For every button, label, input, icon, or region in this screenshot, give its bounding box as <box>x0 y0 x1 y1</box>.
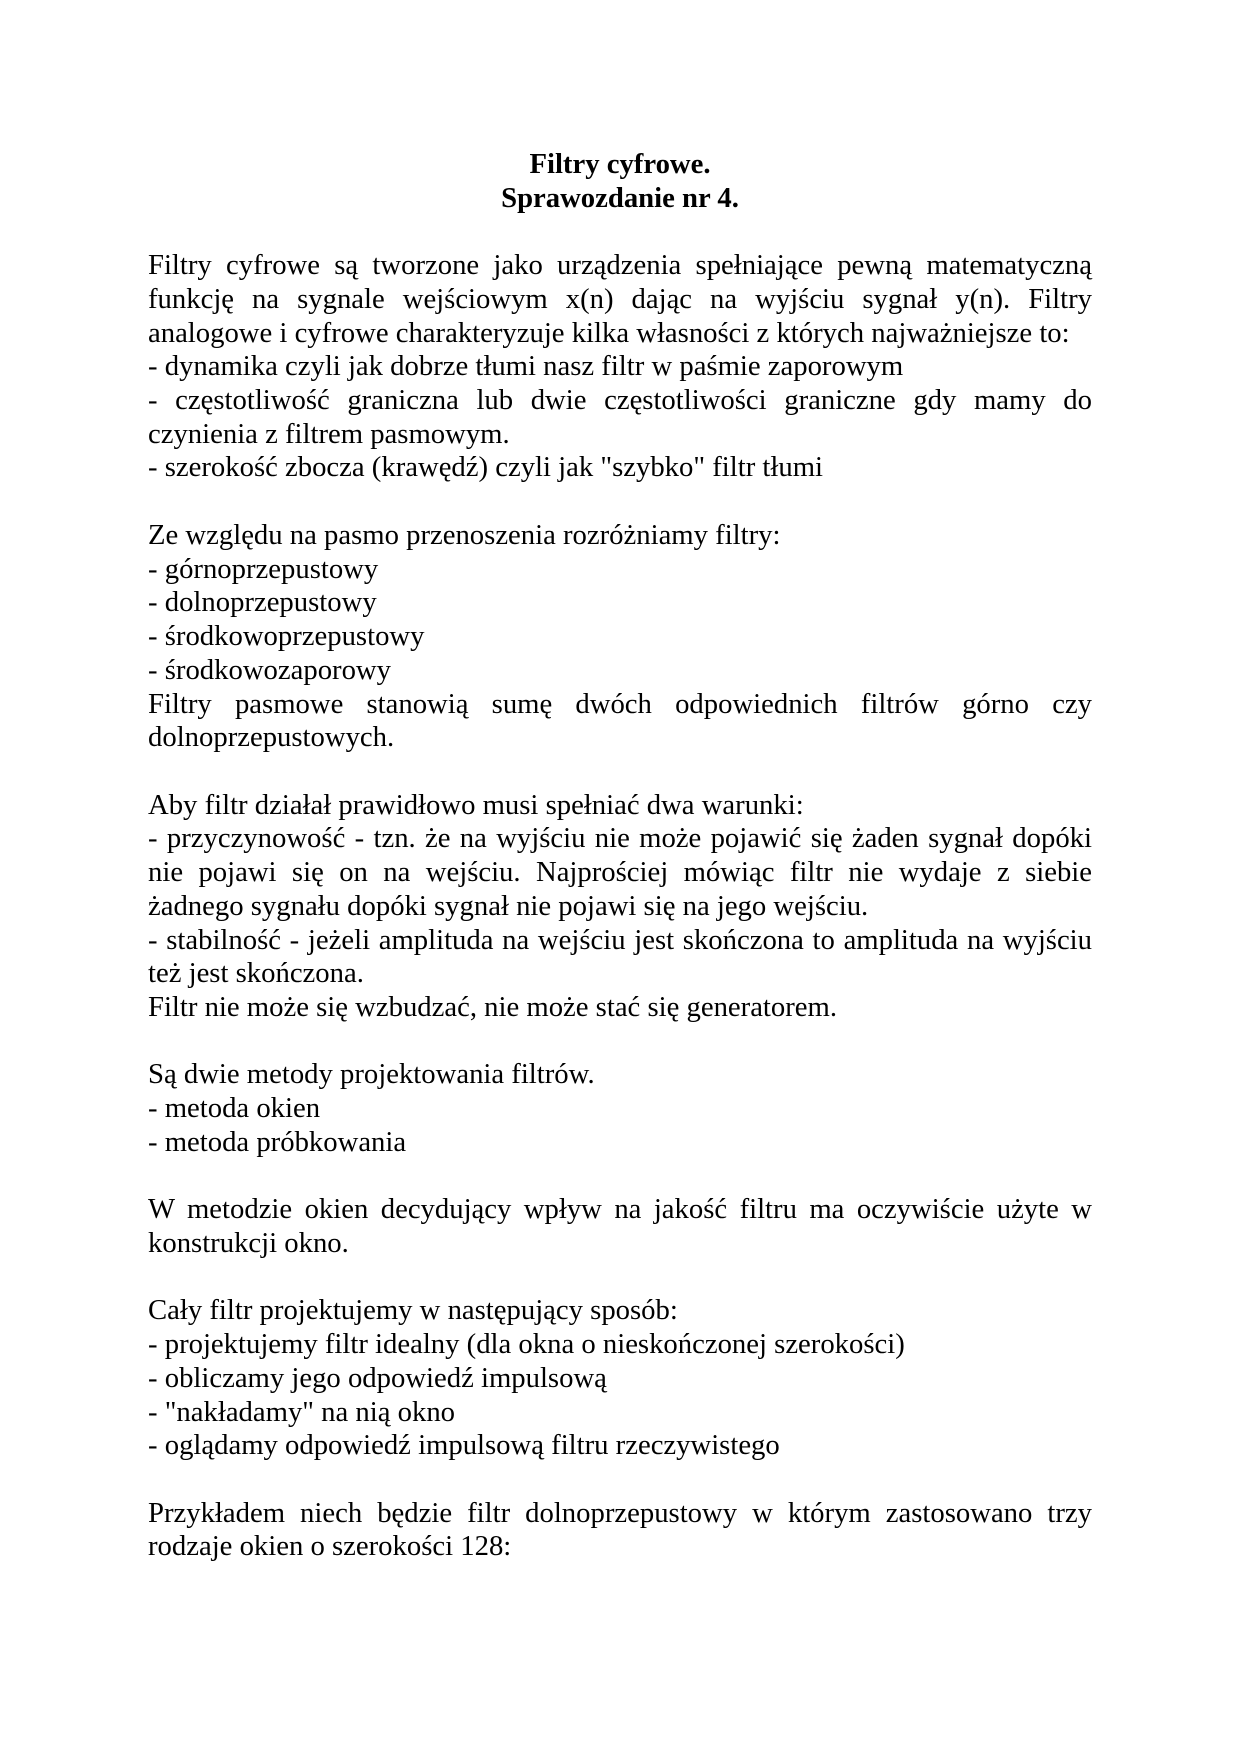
text-line: W metodzie okien decydujący wpływ na jakość filtru ma oczywiście użyte w <box>148 1193 1092 1226</box>
blank-line <box>148 215 1092 249</box>
text-line: dolnoprzepustowych. <box>148 721 395 754</box>
text-line: - przyczynowość - tzn. że na wyjściu nie może pojawić się żaden sygnał dopóki <box>148 822 1092 855</box>
text-line: - dynamika czyli jak dobrze tłumi nasz filtr w paśmie zaporowym <box>148 350 904 383</box>
text-line: konstrukcji okno. <box>148 1227 349 1259</box>
text-line: czynienia z filtrem pasmowym. <box>148 417 510 450</box>
blank-line <box>148 1025 1092 1059</box>
text-line: Przykładem niech będzie filtr dolnoprzepustowy w którym zastosowano trzy <box>148 1496 1092 1529</box>
text-line: - środkowozaporowy <box>148 653 391 686</box>
text-line: Ze względu na pasmo przenoszenia rozróżniamy filtry: <box>148 518 781 551</box>
text-line: analogowe i cyfrowe charakteryzuje kilka własności z których najważniejsze to: <box>148 316 1070 349</box>
document-title-line-2: Sprawozdanie nr 4. <box>501 181 739 214</box>
text-line: - "nakładamy" na nią okno <box>148 1395 456 1428</box>
document-content <box>148 148 1092 1564</box>
text-line: - szerokość zbocza (krawędź) czyli jak "szybko" filtr tłumi <box>148 451 823 484</box>
text-line: rodzaje okien o szerokości 128: <box>148 1530 512 1563</box>
text-line: - metoda próbkowania <box>148 1125 407 1158</box>
blank-line <box>148 485 1092 519</box>
text-line: - obliczamy jego odpowiedź impulsową <box>148 1361 607 1394</box>
text-line: - projektujemy filtr idealny (dla okna o nieskończonej szerokości) <box>148 1328 905 1361</box>
text-line: też jest skończona. <box>148 957 364 990</box>
text-line: Filtry pasmowe stanowią sumę dwóch odpowiednich filtrów górno czy <box>148 687 1092 720</box>
text-line: Filtry cyfrowe są tworzone jako urządzenia spełniające pewną matematyczną <box>148 249 1092 282</box>
text-line: Filtr nie może się wzbudzać, nie może stać się generatorem. <box>148 990 838 1023</box>
blank-line <box>148 755 1092 789</box>
blank-line <box>148 1261 1092 1295</box>
text-line: - dolnoprzepustowy <box>148 586 377 619</box>
text-line: nie pojawi się on na wejściu. Najprościej mówiąc filtr nie wydaje z siebie <box>148 856 1092 889</box>
blank-line <box>148 1160 1092 1194</box>
blank-line <box>148 1463 1092 1497</box>
text-line: Cały filtr projektujemy w następujący sposób: <box>148 1294 678 1327</box>
text-line: - metoda okien <box>148 1092 321 1125</box>
text-line: - stabilność - jeżeli amplituda na wejściu jest skończona to amplituda na wyjściu <box>148 923 1092 956</box>
text-line: - środkowoprzepustowy <box>148 620 425 653</box>
text-line: - oglądamy odpowiedź impulsową filtru rzeczywistego <box>148 1429 780 1462</box>
text-line: - częstotliwość graniczna lub dwie częstotliwości graniczne gdy mamy do <box>148 384 1092 417</box>
text-line: - górnoprzepustowy <box>148 552 379 585</box>
text-line: żadnego sygnału dopóki sygnał nie pojawi się na jego wejściu. <box>148 889 869 922</box>
text-line: funkcję na sygnale wejściowym x(n) dając na wyjściu sygnał y(n). Filtry <box>148 282 1092 315</box>
document-title-line-1: Filtry cyfrowe. <box>529 148 711 180</box>
document-body <box>148 249 1092 1564</box>
text-line: Są dwie metody projektowania filtrów. <box>148 1058 595 1091</box>
text-line: Aby filtr działał prawidłowo musi spełniać dwa warunki: <box>148 788 804 821</box>
